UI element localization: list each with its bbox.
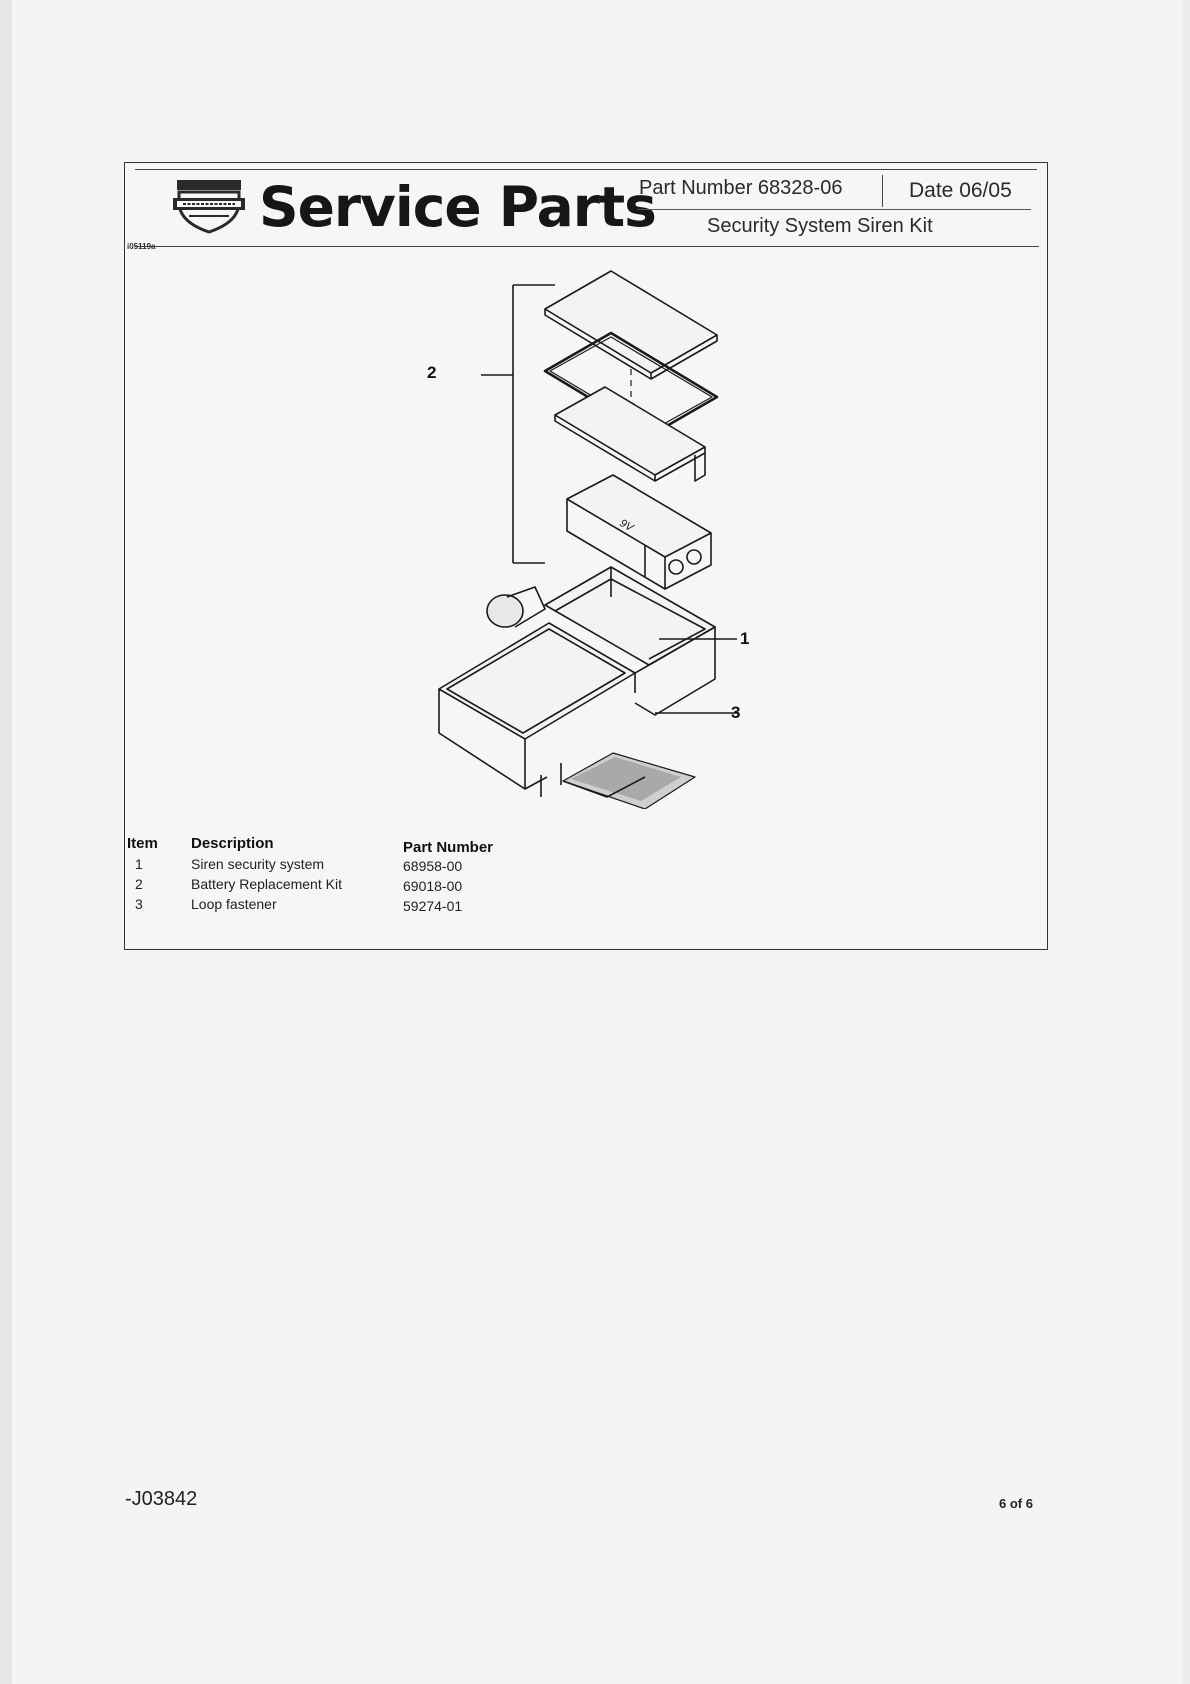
date-label: Date 06/05 [909, 179, 1012, 202]
header-top-rule [135, 169, 1037, 170]
callout-3-label: 3 [731, 703, 741, 722]
table-row-description: Loop fastener [191, 896, 277, 912]
table-row-part-number: 59274-01 [403, 898, 463, 914]
part-number-column-header: Part Number [403, 839, 494, 856]
callout-1-label: 1 [740, 629, 750, 648]
loop-fastener-part [563, 753, 695, 809]
part-number-label: Part Number 68328-06 [639, 177, 843, 199]
callout-2-bracket [481, 285, 555, 563]
table-row-part-number: 68958-00 [403, 858, 463, 874]
callout-2-label: 2 [427, 363, 437, 382]
battery-part [567, 475, 711, 589]
battery-cover-part [545, 271, 717, 379]
exploded-view-diagram [125, 249, 1046, 809]
page-number: 6 of 6 [999, 1496, 1033, 1511]
item-column-header: Item [127, 835, 158, 852]
header-mid-rule [637, 209, 1031, 210]
document-code: -J03842 [125, 1488, 198, 1510]
header-separator [882, 175, 883, 207]
header-bottom-rule [135, 246, 1039, 247]
table-row-item: 1 [135, 856, 143, 872]
description-column-header: Description [191, 835, 274, 852]
table-row-item: 3 [135, 896, 143, 912]
table-row-description: Battery Replacement Kit [191, 876, 342, 892]
table-row-part-number: 69018-00 [403, 878, 463, 894]
service-parts-sheet [124, 162, 1048, 950]
siren-housing-part [439, 567, 715, 797]
svg-text:9V: 9V [617, 517, 636, 535]
figure-id: i05119a [127, 242, 156, 251]
kit-name: Security System Siren Kit [707, 215, 933, 237]
table-row-item: 2 [135, 876, 143, 892]
insulator-pad-part [555, 387, 705, 481]
page-title: Service Parts [259, 175, 656, 239]
bar-and-shield-logo-icon [171, 176, 247, 234]
table-row-description: Siren security system [191, 856, 325, 872]
